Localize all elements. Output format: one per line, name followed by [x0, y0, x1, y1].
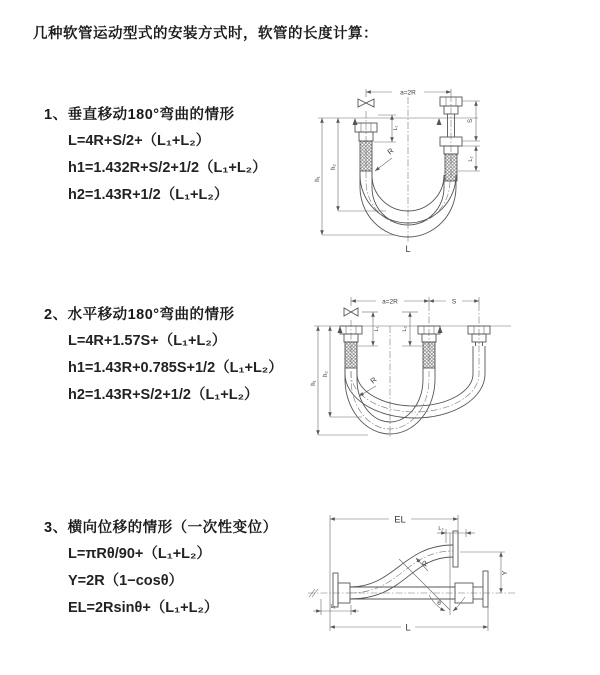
- diagram-2-canvas: [306, 286, 518, 464]
- dim-l1-label: L₁: [374, 326, 380, 332]
- dim-h1-label: h₁: [315, 176, 321, 182]
- hose-u-bend: [345, 344, 485, 434]
- section-1-heading: 1、垂直移动180°弯曲的情形: [44, 107, 235, 123]
- centerlines: [308, 552, 515, 597]
- dim-l2: [402, 312, 422, 346]
- dim-l2-label: L₂: [438, 526, 444, 532]
- radius-label: R: [385, 146, 396, 157]
- dim-l2-label: L₂: [402, 326, 408, 332]
- right-lower-flange: [483, 571, 488, 607]
- left-flange: [333, 573, 350, 607]
- dim-l1: [358, 312, 380, 346]
- formula-s1-h1: h1=1.432R+S/2+1/2（L₁+L₂）: [68, 160, 267, 176]
- dim-y: [501, 552, 509, 593]
- dim-a-2r: [366, 89, 451, 97]
- left-fitting: [340, 326, 362, 368]
- dim-a-label: a=2R: [382, 298, 398, 306]
- formula-s1-length: L=4R+S/2+（L₁+L₂）: [68, 133, 211, 149]
- dim-el-label: EL: [394, 514, 406, 526]
- section-2-formulas: [68, 328, 283, 409]
- dim-l1-label: L₁: [393, 125, 399, 131]
- dim-h1-label: h₁: [311, 380, 317, 386]
- radius-label: R: [419, 558, 431, 568]
- dim-l1-label: L₁: [330, 604, 336, 610]
- dim-h2-label: h₂: [323, 371, 329, 377]
- formula-s1-h2: h2=1.43R+1/2（L₁+L₂）: [68, 187, 229, 203]
- dim-s: [429, 297, 479, 306]
- dim-s-label: S: [468, 118, 474, 124]
- section-1-formulas: [68, 128, 267, 209]
- dim-s: [462, 101, 480, 141]
- diagram-lateral-displacement: [303, 503, 599, 658]
- dim-h1: [311, 326, 368, 435]
- dim-h1: [315, 118, 396, 235]
- formula-s2-length: L=4R+1.57S+（L₁+L₂）: [68, 333, 227, 349]
- angle-theta-label: θ: [437, 600, 441, 607]
- section-3-formulas: [68, 541, 218, 622]
- formula-s2-h2: h2=1.43R+S/2+1/2（L₁+L₂）: [68, 387, 259, 403]
- dim-a-label: a=2R: [400, 89, 416, 97]
- right-upper-flange: [453, 531, 458, 567]
- page-title: 几种软管运动型式的安装方式时，软管的长度计算：: [33, 26, 378, 42]
- formula-s3-length: L=πRθ/90+（L₁+L₂）: [68, 546, 211, 562]
- dim-h2-label: h₂: [331, 164, 337, 170]
- dim-a-2r: [351, 297, 429, 306]
- section-3-heading: 3、横向位移的情形（一次性变位）: [44, 520, 278, 536]
- diagram-horizontal-180-bend: [306, 286, 518, 469]
- diagram-vertical-180-bend: [308, 75, 523, 270]
- straight-hose-position: [350, 571, 488, 607]
- dim-y-label: Y: [502, 570, 509, 576]
- dim-l2: [437, 526, 475, 543]
- section-2-heading: 2、水平移动180°弯曲的情形: [44, 307, 235, 323]
- dim-l-label: L: [405, 622, 411, 634]
- formula-s3-el: EL=2Rsinθ+（L₁+L₂）: [68, 600, 219, 616]
- displaced-hose-position: [350, 531, 458, 599]
- diagram-1-canvas: [308, 75, 523, 265]
- length-label: L: [405, 244, 411, 254]
- valve-icon: [344, 308, 358, 316]
- dim-h2: [323, 326, 362, 417]
- formula-s2-h1: h1=1.43R+0.785S+1/2（L₁+L₂）: [68, 360, 283, 376]
- dim-l2-label: L₂: [468, 156, 474, 162]
- radius-leader: [359, 375, 379, 396]
- dim-l2: [458, 146, 480, 171]
- dim-s-label: S: [451, 298, 457, 306]
- radius-leader: [375, 146, 396, 171]
- dim-l1: [374, 115, 399, 142]
- diagram-3-canvas: [303, 503, 599, 653]
- formula-s3-y: Y=2R（1−cosθ）: [68, 573, 184, 589]
- radius-label: R: [368, 375, 379, 386]
- valve-icon: [358, 99, 374, 107]
